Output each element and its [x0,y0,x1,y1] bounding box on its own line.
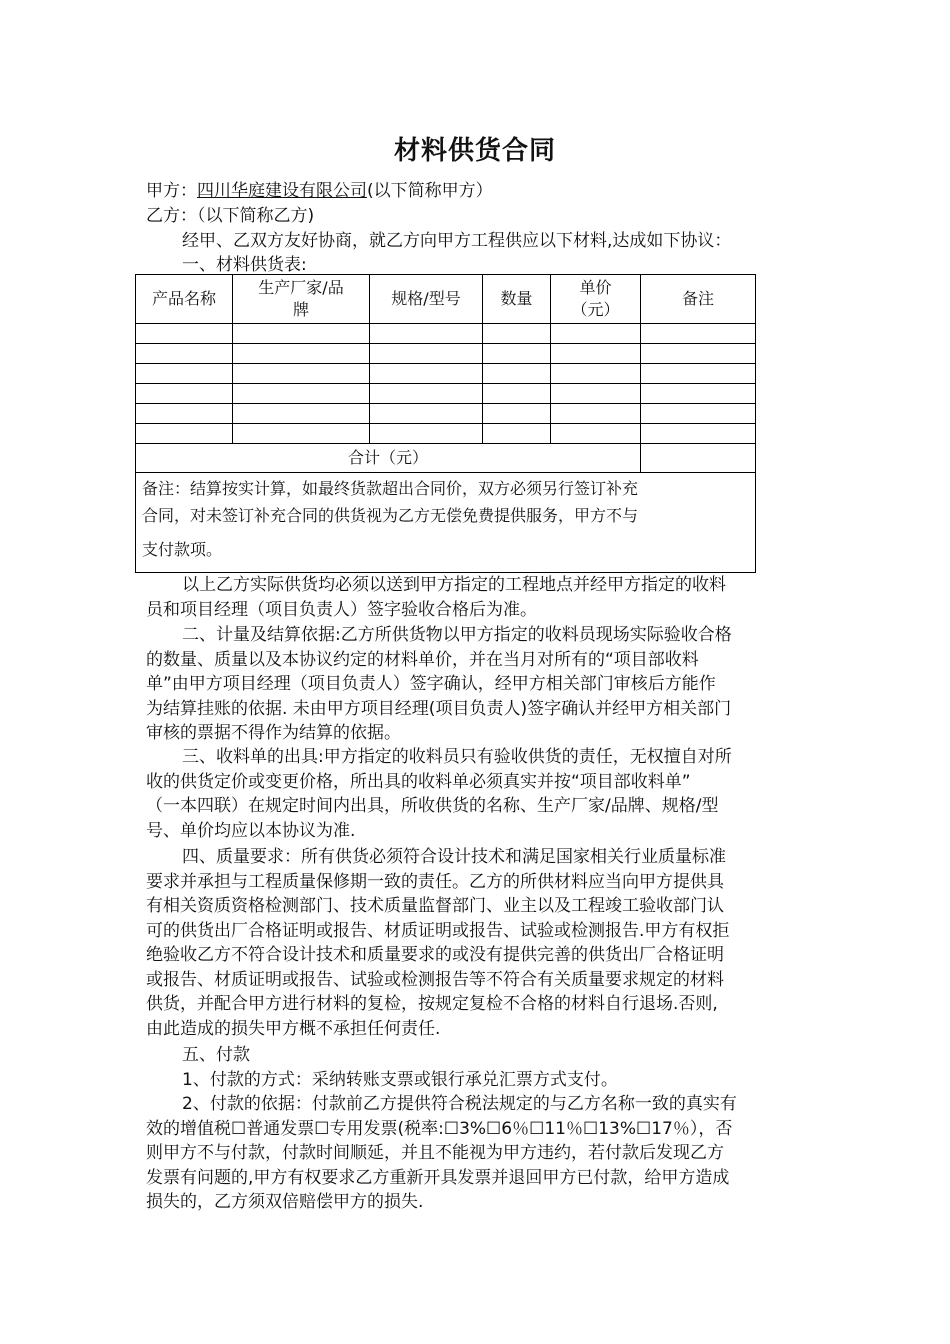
party-a-label: 甲方： [146,181,197,201]
table-header-row [136,275,756,324]
party-a-name: 四川华庭建设有限公司 [197,181,367,201]
table-note-row [136,473,756,573]
table-row [136,344,756,364]
header-spec: 规格/型号 [370,275,483,324]
payment-heading: 五、付款 [182,1045,250,1065]
table-row [136,384,756,404]
header-remarks: 备注 [641,275,756,324]
table-row [136,424,756,444]
party-a-line [146,176,493,201]
table-note: 备注：结算按实计算，如最终货款超出合同价，双方必须另行签订补充 合同，对未签订补充合同的供货视为乙方无偿免费提供服务，甲方不与 支付款项。 [136,473,756,573]
paragraph-payment: 五、付款 1、付款的方式：采纳转账支票或银行承兑汇票方式支付。 2、付款的依据：付款前乙方提供符合税法规定的与乙方名称一致的真实有 效的增值税☐普通发票☐专用发票(税率:☐3%☐6％☐11％☐13%☐17％），否 则甲方不与付款，付款时间顺延，并且不能视为甲方违约，若付款后发现乙方 发票有问题的,甲方有权要求乙方重新开具发票并退回甲方已付款，给甲方造成 损失的，乙方须双倍赔偿甲方的损失. [146,1043,806,1215]
table-total-row [136,444,756,473]
total-value [641,444,756,473]
table-row [136,364,756,384]
page-title: 材料供货合同 [393,136,556,166]
intro-text: 经甲、乙双方友好协商，就乙方向甲方工程供应以下材料,达成如下协议： [182,231,732,251]
table-row [136,404,756,424]
header-product-name: 产品名称 [136,275,233,324]
paragraph-delivery: 以上乙方实际供货均必须以送到甲方指定的工程地点并经甲方指定的收料 员和项目经理（项目负责人）签字验收合格后为准。 [146,575,726,620]
header-unit-price: 单价 （元） [551,275,641,324]
header-quantity: 数量 [483,275,551,324]
paragraph-settlement: 二、计量及结算依据:乙方所供货物以甲方指定的收料员现场实际验收合格 的数量、质量以及本协议约定的材料单价，并在当月对所有的“项目部收料 单”由甲方项目经理（项目负责人）签字确认，经甲方相关部门审核后方能作 为结算挂账的依据. 未由甲方项目经理(项目负责人)签字确认并经甲方相关部门 审核的票据不得作为结算的依据。 [146,625,732,743]
party-a-suffix: (以下简称甲方） [367,181,493,201]
header-manufacturer: 生产厂家/品 牌 [233,275,370,324]
supply-table [135,274,756,573]
paragraph-receipt: 三、收料单的出具:甲方指定的收料员只有验收供货的责任，无权擅自对所 收的供货定价或变更价格，所出具的收料单必须真实并按“项目部收料单” （一本四联）在规定时间内出具，所收供货的名称、生产厂家/品牌、规格/型 号、单价均应以本协议为准. [146,747,732,841]
paragraph-quality: 四、质量要求：所有供货必须符合设计技术和满足国家相关行业质量标准 要求并承担与工程质量保修期一致的责任。乙方的所供材料应当向甲方提供具 有相关资质资格检测部门、技术质量监督部门、业主以及工程竣工验收部门认 可的供货出厂合格证明或报告、材质证明或报告、试验或检测报告.甲方有权拒 绝验收乙方不符合设计技术和质量要求的或没有提供完善的供货出厂合格证明 或报告、材质证明或报告、试验或检测报告等不符合有关质量要求规定的材料 供货，并配合甲方进行材料的复检，按规定复检不合格的材料自行退场.否则, 由此造成的损失甲方概不承担任何责任. [146,847,730,1039]
section-1-heading: 一、材料供货表: [182,255,307,275]
total-label: 合计（元） [136,444,641,473]
payment-method: 1、付款的方式：采纳转账支票或银行承兑汇票方式支付。 [182,1069,618,1090]
party-b-line: 乙方：（以下简称乙方) [146,206,315,226]
table-row [136,324,756,344]
